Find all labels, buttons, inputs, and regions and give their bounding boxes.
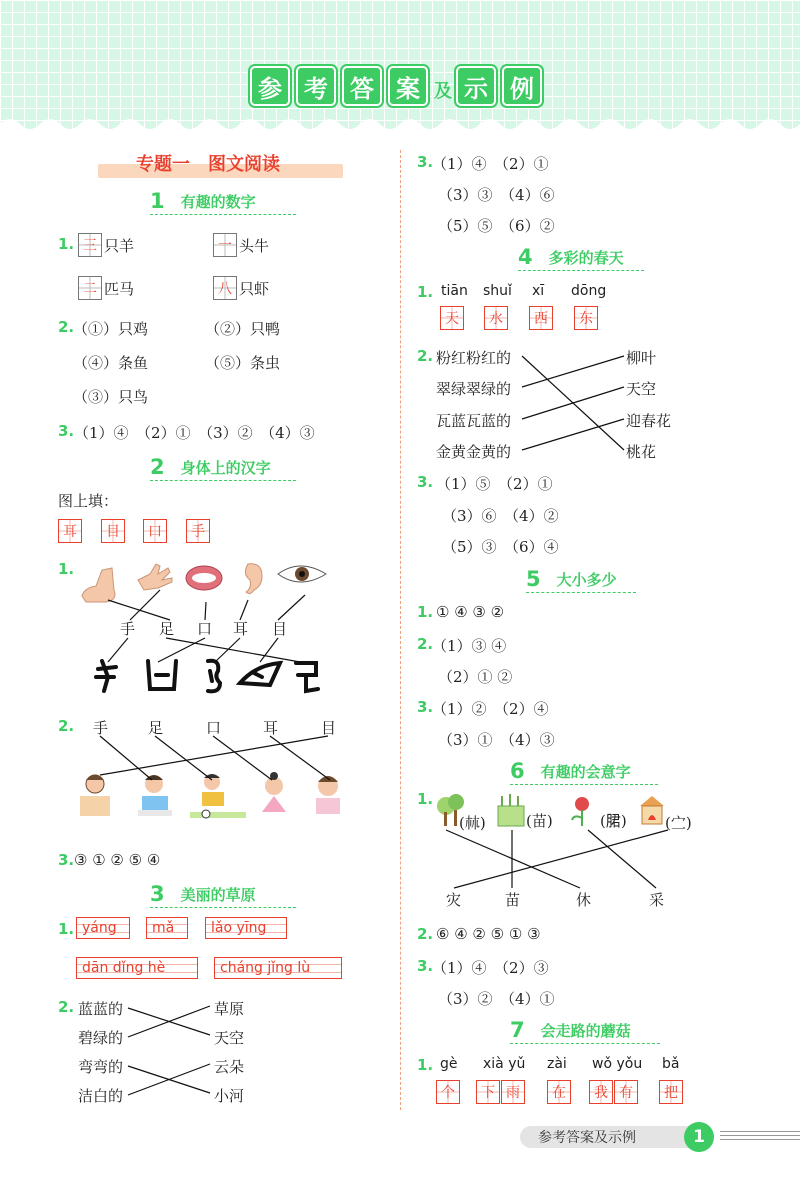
char-label: 手 <box>93 719 109 737</box>
glyph-answer: (㝉) <box>665 814 692 832</box>
answer-text: （1）④ （2）① （3）② （4）③ <box>74 424 315 442</box>
pinyin-label: tiān <box>441 283 468 299</box>
answer-box: 八 <box>213 276 237 300</box>
pinyin-label: dōng <box>571 283 607 299</box>
match-right: 桃花 <box>626 443 657 461</box>
answer-box: 把 <box>659 1080 683 1104</box>
match-left: 金黄金黄的 <box>436 443 512 461</box>
answer-box: 水 <box>484 306 508 330</box>
answer-text: （3）① （4）③ <box>438 731 555 749</box>
pinyin-label: gè <box>440 1056 458 1072</box>
answer-box: 在 <box>547 1080 571 1104</box>
pinyin-answer: lǎo yīng <box>205 917 287 939</box>
char-label: 耳 <box>233 620 249 638</box>
answer-text: （1）③ ④ <box>432 637 507 655</box>
question-number: 3. <box>58 422 75 440</box>
question-number: 2. <box>417 925 434 943</box>
answer-box: 有 <box>614 1080 638 1104</box>
glyph-answer: (𬂁) <box>600 812 627 830</box>
question-number: 1. <box>58 560 75 578</box>
match-right: 天空 <box>626 380 657 398</box>
question-number: 1. <box>58 235 75 253</box>
match-right: 迎春花 <box>626 412 672 430</box>
page-footer <box>520 1122 800 1150</box>
answer-text: ① ④ ③ ② <box>436 603 505 621</box>
pinyin-label: xī <box>532 283 545 299</box>
answer-text: （⑤）条虫 <box>205 354 281 372</box>
section-label: 有趣的数字 <box>180 192 256 211</box>
answer-text: （1）④ （2）① <box>432 155 549 173</box>
answer-box: 雨 <box>501 1080 525 1104</box>
answer-box: 二 <box>78 276 102 300</box>
answer-text: （1）⑤ （2）① <box>436 475 553 493</box>
page-number: 1 <box>684 1122 714 1152</box>
answer-text: （①）只鸡 <box>73 320 149 338</box>
title-char: 例 <box>502 66 542 106</box>
char-label: 苗 <box>505 891 521 909</box>
title-char: 示 <box>456 66 496 106</box>
pinyin-label: shuǐ <box>483 283 512 299</box>
answer-text: （5）⑤ （6）② <box>438 217 555 235</box>
answer-text: （1）② （2）④ <box>432 700 549 718</box>
pinyin-answer: cháng jǐng lù <box>214 957 342 979</box>
section-label: 美丽的草原 <box>180 885 256 904</box>
section-label: 多彩的春天 <box>548 248 624 267</box>
pinyin-label: wǒ yǒu <box>592 1056 643 1072</box>
answer-text: 只虾 <box>239 280 270 298</box>
question-number: 2. <box>58 717 75 735</box>
answer-text: ③ ① ② ⑤ ④ <box>74 851 161 869</box>
answer-text: （1）④ （2）③ <box>432 959 549 977</box>
char-label: 采 <box>649 891 665 909</box>
answer-box: 一 <box>213 233 237 257</box>
glyph-answer: (𣏟) <box>459 814 486 832</box>
answer-text: （③）只鸟 <box>73 388 149 406</box>
question-number: 1. <box>417 283 434 301</box>
answer-box: 手 <box>186 519 210 543</box>
section-label: 会走路的蘑菇 <box>540 1021 631 1040</box>
question-number: 2. <box>417 347 434 365</box>
section-number: 2 <box>150 455 165 479</box>
question-number: 2. <box>417 635 434 653</box>
char-label: 口 <box>206 719 222 737</box>
section-number: 3 <box>150 882 165 906</box>
answer-box: 东 <box>574 306 598 330</box>
answer-text: 匹马 <box>104 280 135 298</box>
answer-box: 下 <box>476 1080 500 1104</box>
char-label: 耳 <box>263 719 279 737</box>
pinyin-label: bǎ <box>662 1056 680 1072</box>
question-number: 3. <box>417 473 434 491</box>
question-number: 1. <box>417 603 434 621</box>
match-left: 洁白的 <box>78 1087 124 1105</box>
pinyin-answer: mǎ <box>146 917 188 939</box>
section-label: 身体上的汉字 <box>180 458 271 477</box>
answer-text: 图上填： <box>58 492 119 510</box>
question-number: 1. <box>58 920 75 938</box>
answer-box: 三 <box>78 233 102 257</box>
match-right: 天空 <box>214 1029 245 1047</box>
section-label: 大小多少 <box>556 570 617 589</box>
section-number: 4 <box>518 245 533 269</box>
match-left: 蓝蓝的 <box>78 1000 124 1018</box>
footer-title: 参考答案及示例 <box>538 1130 636 1146</box>
pinyin-label: zài <box>547 1056 567 1072</box>
section-number: 5 <box>526 567 541 591</box>
char-label: 目 <box>272 620 288 638</box>
answer-text: （3）② （4）① <box>438 990 555 1008</box>
glyph-answer: (苗) <box>526 812 553 830</box>
char-label: 足 <box>159 620 175 638</box>
match-left: 翠绿翠绿的 <box>436 380 512 398</box>
footer-decoration <box>720 1131 800 1141</box>
question-number: 2. <box>58 318 75 336</box>
answer-box: 西 <box>529 306 553 330</box>
section-label: 有趣的会意字 <box>540 762 631 781</box>
match-left: 碧绿的 <box>78 1029 124 1047</box>
match-right: 草原 <box>214 1000 245 1018</box>
answer-text: （②）只鸭 <box>205 320 281 338</box>
question-number: 1. <box>417 1056 434 1074</box>
answer-box: 口 <box>143 519 167 543</box>
title-char: 案 <box>388 66 428 106</box>
char-label: 口 <box>197 620 213 638</box>
char-label: 目 <box>321 719 337 737</box>
answer-text: （2）① ② <box>438 668 513 686</box>
answer-box: 耳 <box>58 519 82 543</box>
match-right: 小河 <box>214 1087 245 1105</box>
question-number: 3. <box>417 957 434 975</box>
match-left: 弯弯的 <box>78 1058 124 1076</box>
pinyin-answer: dān dǐng hè <box>76 957 198 979</box>
question-number: 3. <box>417 153 434 171</box>
answer-text: （5）③ （6）④ <box>442 538 559 556</box>
char-label: 手 <box>120 620 136 638</box>
answer-text: （3）⑥ （4）② <box>442 507 559 525</box>
answer-text: （④）条鱼 <box>73 354 149 372</box>
answer-box: 我 <box>589 1080 613 1104</box>
question-number: 3. <box>58 851 75 869</box>
match-right: 柳叶 <box>626 349 657 367</box>
title-char-small: 及 <box>434 81 452 102</box>
question-number: 2. <box>58 998 75 1016</box>
match-left: 瓦蓝瓦蓝的 <box>436 412 512 430</box>
answer-box: 天 <box>440 306 464 330</box>
title-char: 考 <box>296 66 336 106</box>
pinyin-answer: yáng <box>76 917 130 939</box>
char-label: 休 <box>576 891 592 909</box>
answer-text: （3）③ （4）⑥ <box>438 186 555 204</box>
title-char: 答 <box>342 66 382 106</box>
answer-text: ⑥ ④ ② ⑤ ① ③ <box>436 925 541 943</box>
question-number: 3. <box>417 698 434 716</box>
match-left: 粉红粉红的 <box>436 349 512 367</box>
title-char: 参 <box>250 66 290 106</box>
section-number: 7 <box>510 1018 525 1042</box>
question-number: 1. <box>417 790 434 808</box>
answer-box: 目 <box>101 519 125 543</box>
topic-title: 专题一 图文阅读 <box>136 154 280 175</box>
section-number: 1 <box>150 189 165 213</box>
char-label: 足 <box>148 719 164 737</box>
pinyin-label: xià yǔ <box>483 1056 526 1072</box>
answer-text: 头牛 <box>239 237 270 255</box>
char-label: 灾 <box>446 891 462 909</box>
match-right: 云朵 <box>214 1058 245 1076</box>
answer-box: 个 <box>436 1080 460 1104</box>
answer-text: 只羊 <box>104 237 135 255</box>
section-number: 6 <box>510 759 525 783</box>
